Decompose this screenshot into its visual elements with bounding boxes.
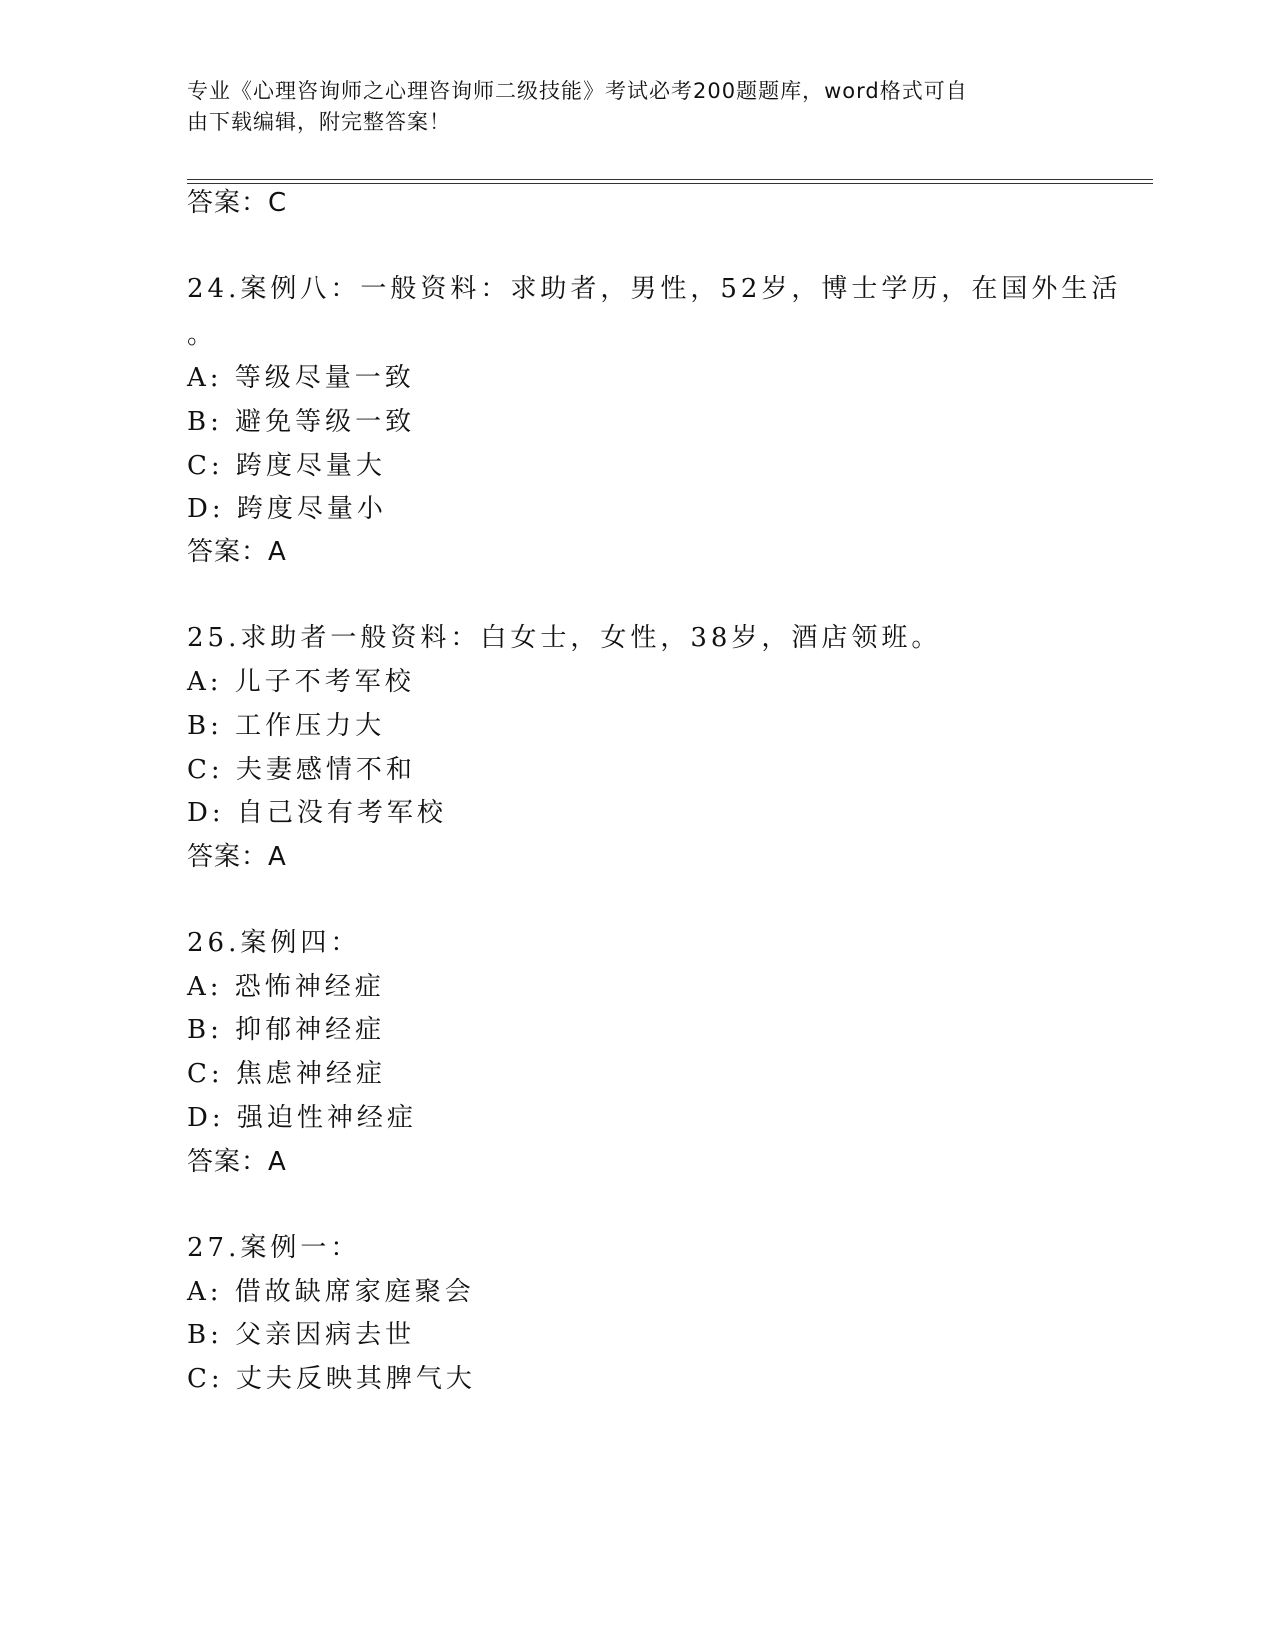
header-divider-bottom bbox=[187, 183, 1153, 184]
header-divider-top bbox=[187, 179, 1153, 180]
question-24-stem-cont: 。 bbox=[187, 320, 218, 350]
question-27-option-b: B: 父亲因病去世 bbox=[187, 1320, 416, 1350]
question-26-option-b: B: 抑郁神经症 bbox=[187, 1015, 386, 1045]
question-26-option-d: D: 强迫性神经症 bbox=[187, 1103, 417, 1133]
question-27-option-c: C: 丈夫反映其脾气大 bbox=[187, 1364, 476, 1394]
document-header bbox=[187, 76, 1067, 138]
question-24-stem: 24.案例八：一般资料：求助者，男性，52岁，博士学历，在国外生活 bbox=[187, 274, 1122, 304]
answer-25: 答案：A bbox=[187, 842, 287, 872]
header-line-2: 由下载编辑，附完整答案！ bbox=[187, 110, 451, 134]
answer-24: 答案：A bbox=[187, 537, 287, 567]
question-24-option-a: A: 等级尽量一致 bbox=[187, 363, 415, 393]
question-25-stem: 25.求助者一般资料：白女士，女性，38岁，酒店领班。 bbox=[187, 623, 942, 653]
question-27-option-a: A: 借故缺席家庭聚会 bbox=[187, 1277, 475, 1307]
question-24-option-b: B: 避免等级一致 bbox=[187, 407, 416, 437]
answer-23: 答案：C bbox=[187, 188, 288, 218]
question-26-option-c: C: 焦虑神经症 bbox=[187, 1059, 386, 1089]
question-26-option-a: A: 恐怖神经症 bbox=[187, 972, 385, 1002]
header-line-1: 专业《心理咨询师之心理咨询师二级技能》考试必考200题题库，word格式可自 bbox=[187, 79, 968, 103]
question-24-option-d: D: 跨度尽量小 bbox=[187, 494, 387, 524]
question-25-option-b: B: 工作压力大 bbox=[187, 711, 386, 741]
question-25-option-a: A: 儿子不考军校 bbox=[187, 667, 415, 697]
question-27-stem: 27.案例一： bbox=[187, 1233, 361, 1263]
question-24-option-c: C: 跨度尽量大 bbox=[187, 451, 386, 481]
question-25-option-c: C: 夫妻感情不和 bbox=[187, 755, 416, 785]
question-25-option-d: D: 自己没有考军校 bbox=[187, 798, 447, 828]
answer-26: 答案：A bbox=[187, 1147, 287, 1177]
question-26-stem: 26.案例四： bbox=[187, 928, 361, 958]
